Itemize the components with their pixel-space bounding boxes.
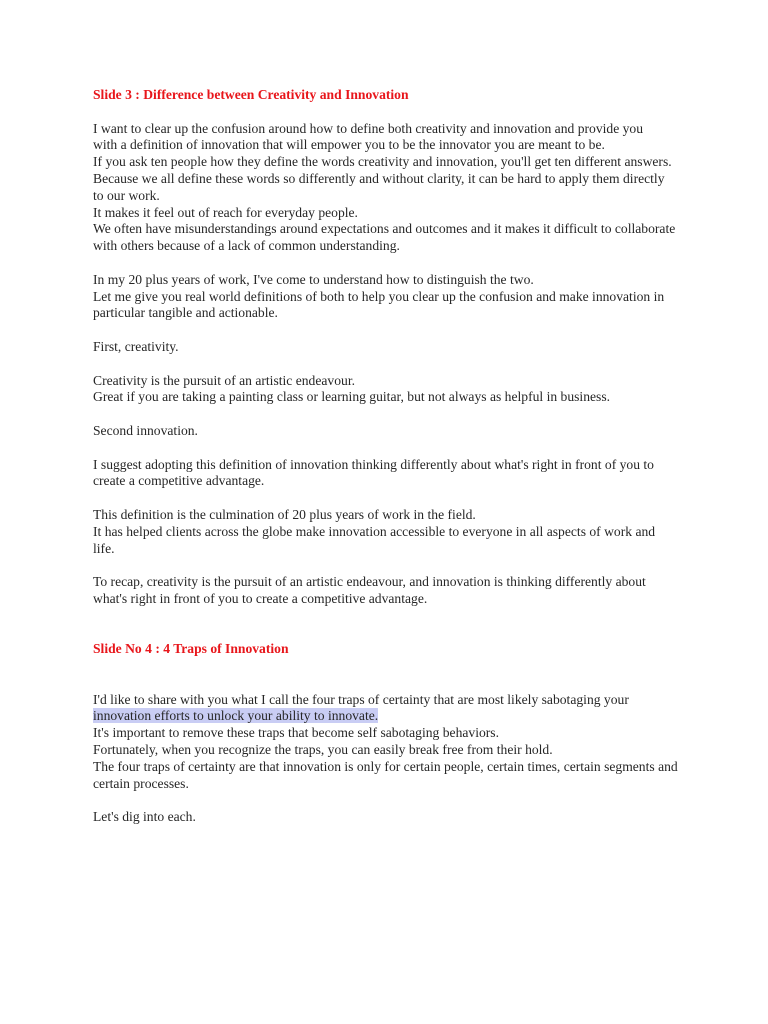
innovation-suggestion-paragraph: I suggest adopting this definition of innovation thinking differently about what's right in front of you to create a competitive advantage. [93,456,654,489]
text-line: Great if you are taking a painting class or learning guitar, but not always as helpful in business. [93,389,611,405]
spacer [93,792,678,809]
spacer [93,675,678,692]
spacer [93,406,678,423]
document-content [93,87,678,826]
text-line: I want to clear up the confusion around how to define both creativity and innovation and provide you [93,120,644,136]
text-line: It's important to remove these traps that become self sabotaging behaviors. [93,725,499,741]
text-line: Fortunately, when you recognize the traps, you can easily break free from their hold. [93,742,553,758]
spacer [93,356,678,373]
text-line: If you ask ten people how they define the words creativity and innovation, you'll get ten different answers. [93,154,672,170]
spacer [93,608,678,625]
slide-3-intro-paragraph [93,121,678,255]
slide-4-heading: Slide No 4 : 4 Traps of Innovation [93,641,289,657]
text-line: with a definition of innovation that will empower you to be the innovator you are meant to be. [93,137,605,153]
text-line: It has helped clients across the globe make innovation accessible to everyone in all aspects of work and life. [93,523,656,556]
text-line: Let me give you real world definitions of both to help you clear up the confusion and make innovation in particular tangible and actionable. [93,288,665,321]
spacer [93,255,678,272]
spacer [93,658,678,675]
text-line: In my 20 plus years of work, I've come to understand how to distinguish the two. [93,271,534,287]
spacer [93,490,678,507]
first-creativity-line: First, creativity. [93,338,179,354]
slide-3-experience-paragraph [93,272,678,322]
second-innovation-line: Second innovation. [93,422,198,438]
text-line: We often have misunderstandings around expectations and outcomes and it makes it difficult to collaborate with others because of a lack of common understanding. [93,221,676,254]
highlighted-text-selection[interactable]: innovation efforts to unlock your ability to innovate. [93,708,379,724]
text-line: The four traps of certainty are that innovation is only for certain people, certain times, certain segments and certain processes. [93,758,678,791]
intro-text: I'd like to share with you what I call the four traps of certainty that are most likely sabotaging your [93,691,629,707]
definition-paragraph [93,507,678,557]
creativity-definition-paragraph [93,373,678,407]
text-line: Creativity is the pursuit of an artistic endeavour. [93,372,355,388]
slide-4-intro-paragraph [93,692,678,793]
spacer [93,557,678,574]
dig-into-each-line: Let's dig into each. [93,809,196,825]
slide-3-heading: Slide 3 : Difference between Creativity and Innovation [93,87,409,102]
spacer [93,104,678,121]
text-line: It makes it feel out of reach for everyday people. [93,204,358,220]
recap-paragraph: To recap, creativity is the pursuit of an artistic endeavour, and innovation is thinking differently about what's right in front of you to create a competitive advantage. [93,574,646,606]
text-line: Because we all define these words so differently and without clarity, it can be hard to apply them directly to our work. [93,170,665,203]
spacer [93,440,678,457]
spacer [93,322,678,339]
text-line: This definition is the culmination of 20 plus years of work in the field. [93,506,476,522]
spacer [93,625,678,642]
